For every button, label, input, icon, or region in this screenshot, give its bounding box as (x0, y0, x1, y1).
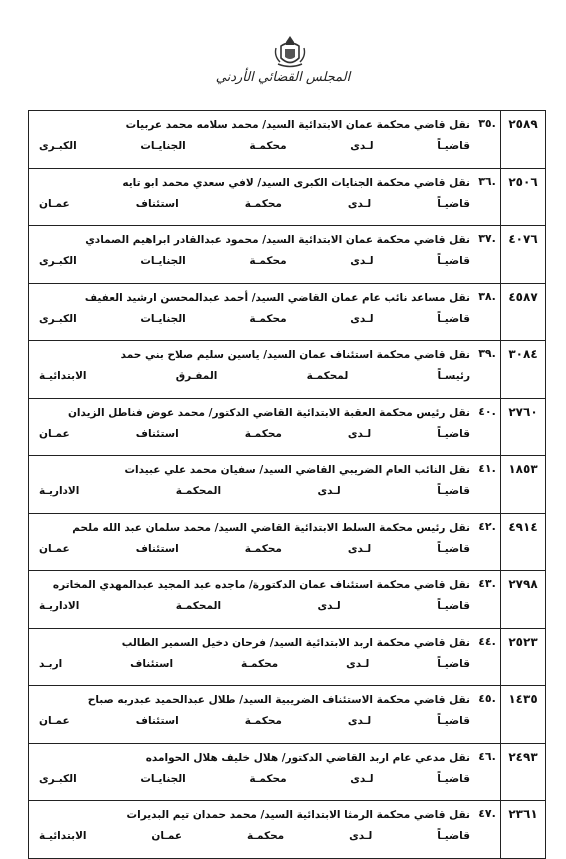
transfer-line-1: نقل قاضي محكمة اربد الابتدائية السيد/ فرحان دخيل السمير الطالب (121, 636, 470, 649)
item-number: .٤٣ (474, 571, 501, 629)
record-code: ٤٥٨٧ (501, 283, 546, 341)
record-code: ١٨٥٣ (501, 456, 546, 514)
transfer-line-2: قاضيـاً لـدى محكمـة استئناف عمـان (39, 542, 470, 555)
transfer-line-1: نقل قاضي محكمة عمان الابتدائية السيد/ محمود عبدالقادر ابراهيم الصمادي (85, 234, 470, 246)
transfer-text (29, 686, 475, 744)
transfer-line-2: قاضيـاً لـدى محكمـة استئناف عمـان (39, 715, 470, 727)
transfer-line-1: نقل قاضي محكمة الجنايات الكبرى السيد/ لافي سعدي محمد ابو تايه (122, 176, 470, 189)
transfer-line-2: قاضيـاً لـدى محكمـة استئناف اربـد (39, 657, 470, 670)
transfer-line-1: نقل قاضي محكمة استئناف عمان الدكتورة/ ماجده عبد المجيد عبدالمهدي المخاتره (52, 579, 470, 591)
transfer-line-2: قاضيـاً لـدى محكمـة الجنايـات الكبـرى (39, 140, 470, 152)
transfer-text (29, 283, 475, 341)
record-code: ٢٥٠٦ (501, 168, 546, 226)
item-number: .٤٦ (474, 743, 501, 801)
table-row (29, 628, 546, 686)
table-row (29, 743, 546, 801)
transfer-line-2: قاضيـاً لـدى المحكمـة الاداريـة (39, 600, 470, 612)
record-code: ٣٠٨٤ (501, 341, 546, 399)
jordan-coat-of-arms-icon (272, 34, 308, 70)
record-code: ٢٤٩٣ (501, 743, 546, 801)
transfer-line-1: نقل قاضي محكمة الرمثا الابتدائية السيد/ محمد حمدان تيم البديرات (126, 809, 470, 821)
transfer-line-1: نقل رئيس محكمة السلط الابتدائية القاضي السيد/ محمد سلمان عبد الله ملحم (72, 521, 470, 534)
transfer-text (29, 111, 475, 169)
transfer-line-2: رئيسـاً لمحكمـة المفـرق الابتدائيـة (39, 370, 470, 382)
table-row (29, 168, 546, 226)
transfer-text (29, 341, 475, 399)
item-number: .٤٥ (474, 686, 501, 744)
record-code: ٢٣٦١ (501, 801, 546, 859)
item-number: .٣٩ (474, 341, 501, 399)
item-number: .٤٧ (474, 801, 501, 859)
transfer-line-2: قاضيـاً لـدى محكمـة عمـان الابتدائيـة (39, 830, 470, 842)
table-row (29, 513, 546, 571)
table-row (29, 686, 546, 744)
transfer-line-1: نقل قاضي محكمة استئناف عمان السيد/ ياسين سليم صلاح بني حمد (120, 349, 470, 361)
transfer-line-2: قاضيـاً لـدى المحكمـة الاداريـة (39, 485, 470, 497)
item-number: .٣٧ (474, 226, 501, 284)
item-number: .٣٥ (474, 111, 501, 169)
transfer-text (29, 628, 475, 686)
transfer-line-1: نقل قاضي محكمة الاستئناف الضريبية السيد/ طلال عبدالحميد عبدربه صباح (87, 694, 470, 706)
transfers-table (28, 110, 546, 859)
transfer-text (29, 801, 475, 859)
transfer-text (29, 398, 475, 456)
record-code: ٤٠٧٦ (501, 226, 546, 284)
item-number: .٣٨ (474, 283, 501, 341)
transfer-line-1: نقل النائب العام الضريبي القاضي السيد/ سفيان محمد علي عبيدات (124, 464, 470, 476)
item-number: .٤٠ (474, 398, 501, 456)
table-row (29, 341, 546, 399)
transfer-text (29, 513, 475, 571)
transfer-line-2: قاضيـاً لـدى محكمـة الجنايـات الكبـرى (39, 255, 470, 267)
record-code: ٢٧٩٨ (501, 571, 546, 629)
table-row (29, 283, 546, 341)
table-row (29, 111, 546, 169)
transfer-line-2: قاضيـاً لـدى محكمـة استئناف عمـان (39, 197, 470, 210)
table-row (29, 226, 546, 284)
record-code: ٢٥٨٩ (501, 111, 546, 169)
item-number: .٤٢ (474, 513, 501, 571)
transfer-text (29, 743, 475, 801)
table-row (29, 801, 546, 859)
table-row (29, 456, 546, 514)
transfer-line-1: نقل مدعي عام اربد القاضي الدكتور/ هلال خليف هلال الحوامده (145, 751, 470, 764)
table-row (29, 398, 546, 456)
record-code: ٢٧٦٠ (501, 398, 546, 456)
transfer-line-2: قاضيـاً لـدى محكمـة الجنايـات الكبـرى (39, 772, 470, 785)
transfer-line-2: قاضيـاً لـدى محكمـة استئناف عمـان (39, 427, 470, 440)
transfer-line-2: قاضيـاً لـدى محكمـة الجنايـات الكبـرى (39, 312, 470, 325)
council-name: المجلس القضائي الأردني (215, 70, 351, 85)
record-code: ٤٩١٤ (501, 513, 546, 571)
transfer-text (29, 226, 475, 284)
item-number: .٤١ (474, 456, 501, 514)
transfer-text (29, 168, 475, 226)
record-code: ٢٥٢٣ (501, 628, 546, 686)
item-number: .٣٦ (474, 168, 501, 226)
transfer-line-1: نقل قاضي محكمة عمان الابتدائية السيد/ محمد سلامه محمد عربيات (125, 119, 470, 131)
record-code: ١٤٣٥ (501, 686, 546, 744)
transfer-line-1: نقل رئيس محكمة العقبة الابتدائية القاضي الدكتور/ محمد عوض فناطل الزيدان (67, 406, 470, 419)
letterhead (0, 0, 566, 112)
table-row (29, 571, 546, 629)
transfer-line-1: نقل مساعد نائب عام عمان القاضي السيد/ أحمد عبدالمحسن ارشيد العفيف (84, 291, 470, 304)
transfer-text (29, 571, 475, 629)
item-number: .٤٤ (474, 628, 501, 686)
transfer-text (29, 456, 475, 514)
